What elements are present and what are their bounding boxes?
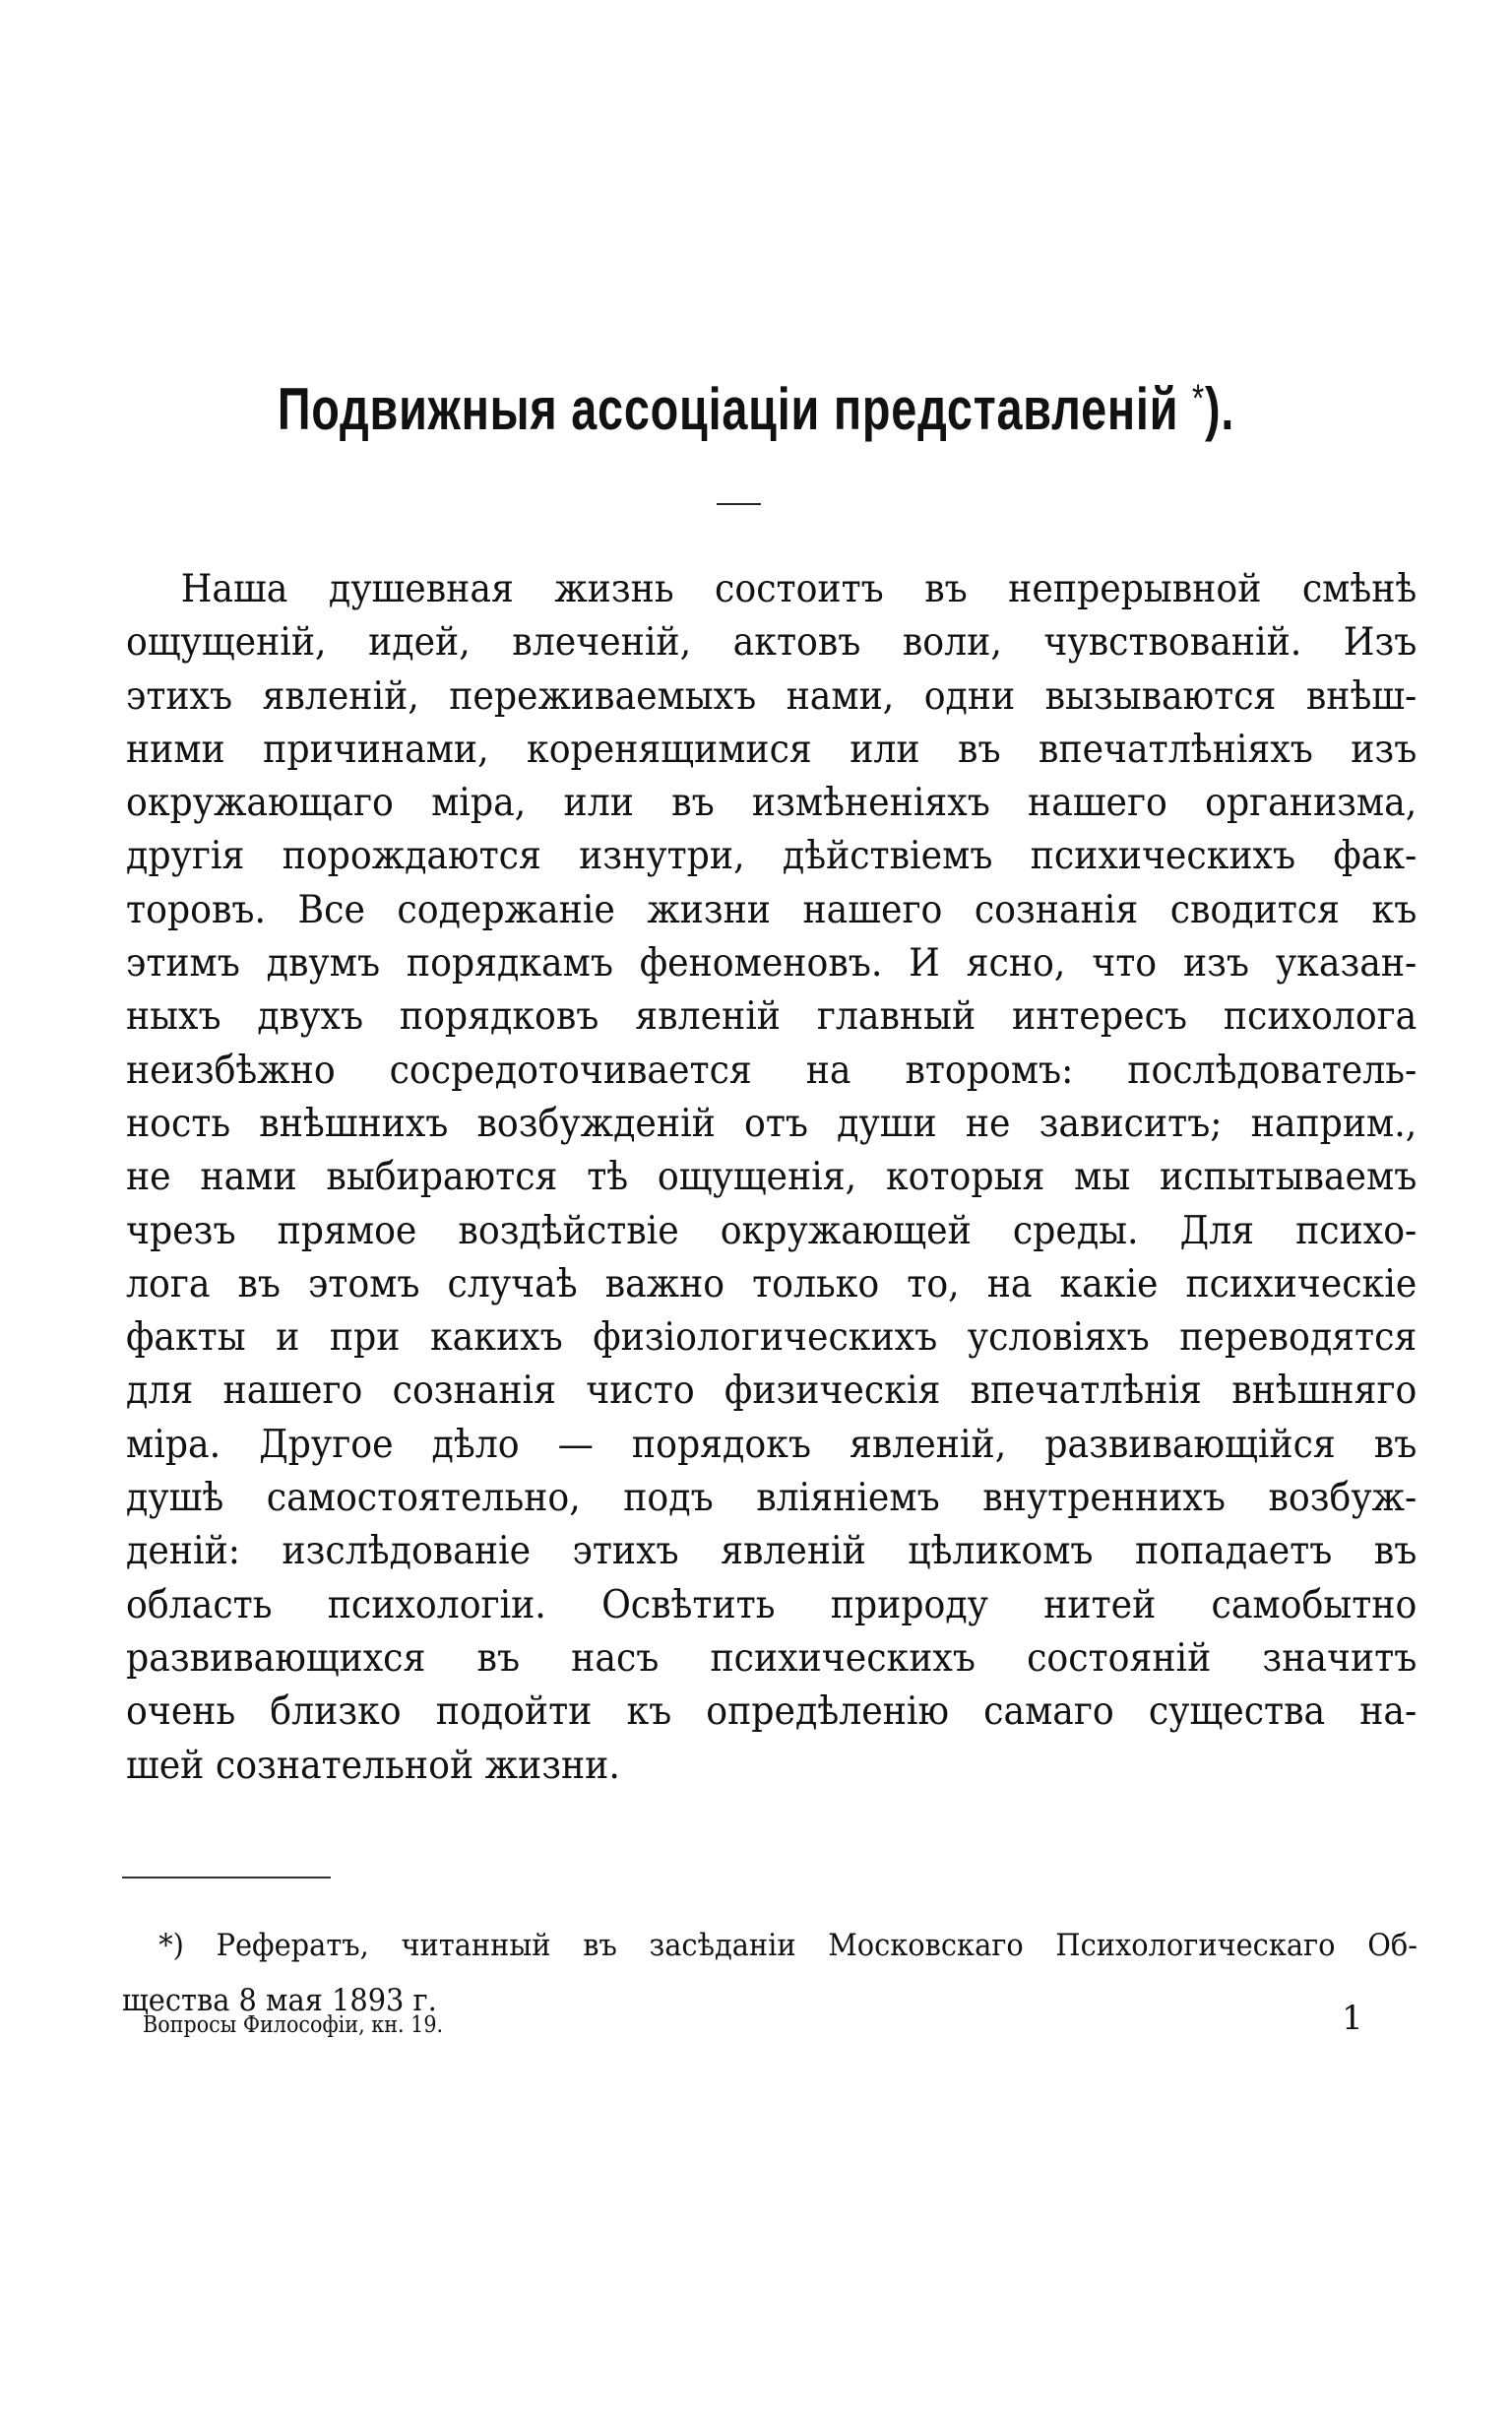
body-line: область психологіи. Освѣтить природу нитей самобытно: [126, 1582, 1418, 1627]
body-line: ними причинами, коренящимися или въ впечатлѣніяхъ изъ: [126, 727, 1418, 772]
body-line: лога въ этомъ случаѣ важно только то, на какіе психическіе: [126, 1261, 1418, 1306]
body-line: не нами выбираются тѣ ощущенія, которыя мы испытываемъ: [126, 1155, 1418, 1200]
body-line: этихъ явленій, переживаемыхъ нами, одни вызываются внѣш-: [126, 673, 1418, 719]
body-line: для нашего сознанія чисто физическія впечатлѣнія внѣшняго: [126, 1369, 1418, 1414]
body-line: этимъ двумъ порядкамъ феноменовъ. И ясно, что изъ указан-: [126, 941, 1418, 987]
body-line: міра. Другое дѣло — порядокъ явленій, развивающійся въ: [126, 1422, 1418, 1467]
printer-signature: Вопросы Философіи, кн. 19.: [143, 2012, 444, 2038]
body-line: другія порождаются изнутри, дѣйствіемъ психическихъ фак-: [126, 834, 1418, 879]
body-line: чрезъ прямое воздѣйствіе окружающей среды. Для психо-: [126, 1208, 1418, 1253]
title-divider: [717, 503, 761, 505]
title-suffix: ).: [1204, 376, 1235, 442]
body-line: шей сознательной жизни.: [126, 1743, 620, 1788]
body-line: торовъ. Все содержаніе жизни нашего сознанія сводится къ: [126, 887, 1418, 932]
page-title: [166, 376, 1346, 442]
body-line: душѣ самостоятельно, подъ вліяніемъ внутреннихъ возбуж-: [126, 1476, 1418, 1521]
body-line: факты и при какихъ физіологическихъ условіяхъ переводятся: [126, 1315, 1418, 1361]
footnote-line: щества 8 мая 1893 г.: [122, 1983, 437, 2018]
body-paragraph: [126, 563, 1418, 1793]
body-line: Наша душевная жизнь состоитъ въ непрерывной смѣнѣ: [180, 567, 1418, 611]
footnote-line: *) Рефератъ, читанный въ засѣданіи Московскаго Психологическаго Об-: [158, 1928, 1418, 1963]
body-line: развивающихся въ насъ психическихъ состояній значитъ: [126, 1635, 1418, 1681]
footnote-divider: [122, 1877, 331, 1879]
body-line: окружающаго міра, или въ измѣненіяхъ нашего организма,: [126, 781, 1418, 826]
body-line: ощущеній, идей, влеченій, актовъ воли, чувствованій. Изъ: [126, 620, 1418, 666]
footnote-marker: *: [1192, 377, 1205, 420]
body-line: очень близко подойти къ опредѣленію самаго существа на-: [126, 1689, 1418, 1735]
page-number: 1: [1342, 1999, 1363, 2038]
body-line: ныхъ двухъ порядковъ явленій главный интересъ психолога: [126, 994, 1418, 1040]
body-line: деній: изслѣдованіе этихъ явленій цѣликомъ попадаетъ въ: [126, 1529, 1418, 1574]
body-line: ность внѣшнихъ возбужденій отъ души не зависитъ; наприм.,: [126, 1101, 1418, 1146]
body-line: неизбѣжно сосредоточивается на второмъ: послѣдователь-: [126, 1048, 1418, 1093]
title-text: Подвижныя ассоціаціи представленій: [277, 376, 1179, 442]
